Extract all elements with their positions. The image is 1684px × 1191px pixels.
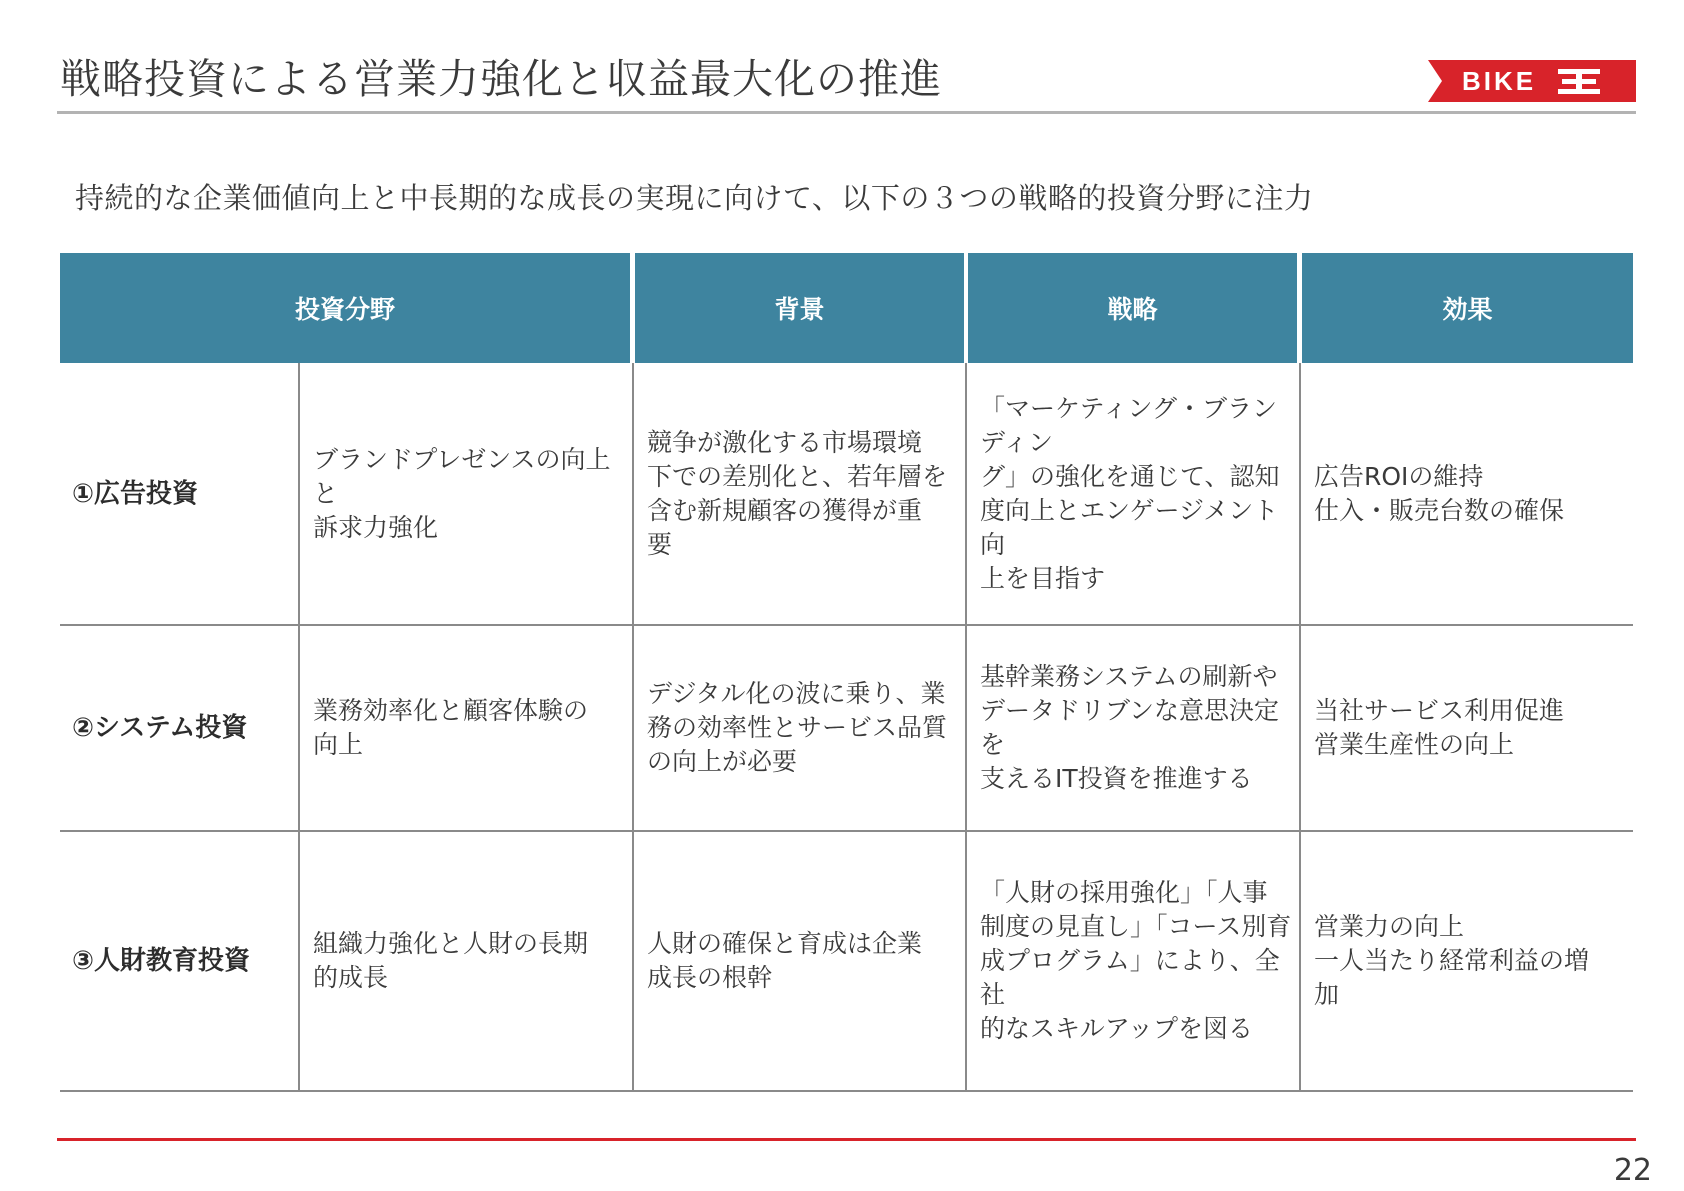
table-cell-background: デジタル化の波に乗り、業 務の効率性とサービス品質 の向上が必要: [647, 679, 948, 776]
column-header-strategy: 戦略: [968, 253, 1297, 363]
table-row-category: ①広告投資: [72, 478, 199, 509]
logo-text: BIKE: [1462, 66, 1537, 96]
table-cell-field: ブランドプレゼンスの向上と 訴求力強化: [313, 444, 611, 542]
page-number: 22: [1613, 1153, 1652, 1188]
table-cell-effect: 当社サービス利用促進 営業生産性の向上: [1314, 696, 1565, 759]
bike-o-logo: [1428, 60, 1636, 102]
column-header-effect: 効果: [1302, 253, 1633, 363]
table-cell-background: 競争が激化する市場環境 下での差別化と、若年層を 含む新規顧客の獲得が重 要: [647, 427, 948, 559]
table-cell-effect: 営業力の向上 一人当たり経常利益の増 加: [1314, 912, 1590, 1009]
table-cell-field: 業務効率化と顧客体験の 向上: [313, 696, 589, 759]
table-cell-strategy: 「マーケティング・ブランディン グ」の強化を通じて、認知 度向上とエンゲージメント向 上を目指す: [980, 393, 1280, 593]
table-cell-background: 人財の確保と育成は企業 成長の根幹: [647, 929, 923, 992]
column-header-field: 投資分野: [60, 253, 630, 363]
page-title: 戦略投資による営業力強化と収益最大化の推進: [60, 55, 942, 103]
table-cell-strategy: 基幹業務システムの刷新や データドリブンな意思決定を 支えるIT投資を推進する: [980, 662, 1280, 793]
subtitle: 持続的な企業価値向上と中長期的な成長の実現に向けて、以下の３つの戦略的投資分野に注力: [75, 181, 1314, 215]
table-row-category: ②システム投資: [72, 713, 248, 743]
table-divider: [965, 363, 967, 1092]
table-divider: [1299, 363, 1301, 1092]
column-header-background: 背景: [635, 253, 964, 363]
table-divider: [60, 1090, 1633, 1092]
table-cell-effect: 広告ROIの維持 仕入・販売台数の確保: [1314, 461, 1565, 525]
title-divider: [57, 111, 1636, 114]
logo-o-glyph: [1558, 69, 1600, 94]
footer-divider: [57, 1138, 1636, 1141]
table-divider: [298, 363, 300, 1092]
table-cell-field: 組織力強化と人財の長期 的成長: [313, 929, 589, 992]
table-row-category: ③人財教育投資: [72, 946, 251, 976]
table-divider: [632, 363, 634, 1092]
table-cell-strategy: 「人財の採用強化」「人事 制度の見直し」「コース別育 成プログラム」により、全社 的なスキルアップを図る: [980, 878, 1292, 1043]
